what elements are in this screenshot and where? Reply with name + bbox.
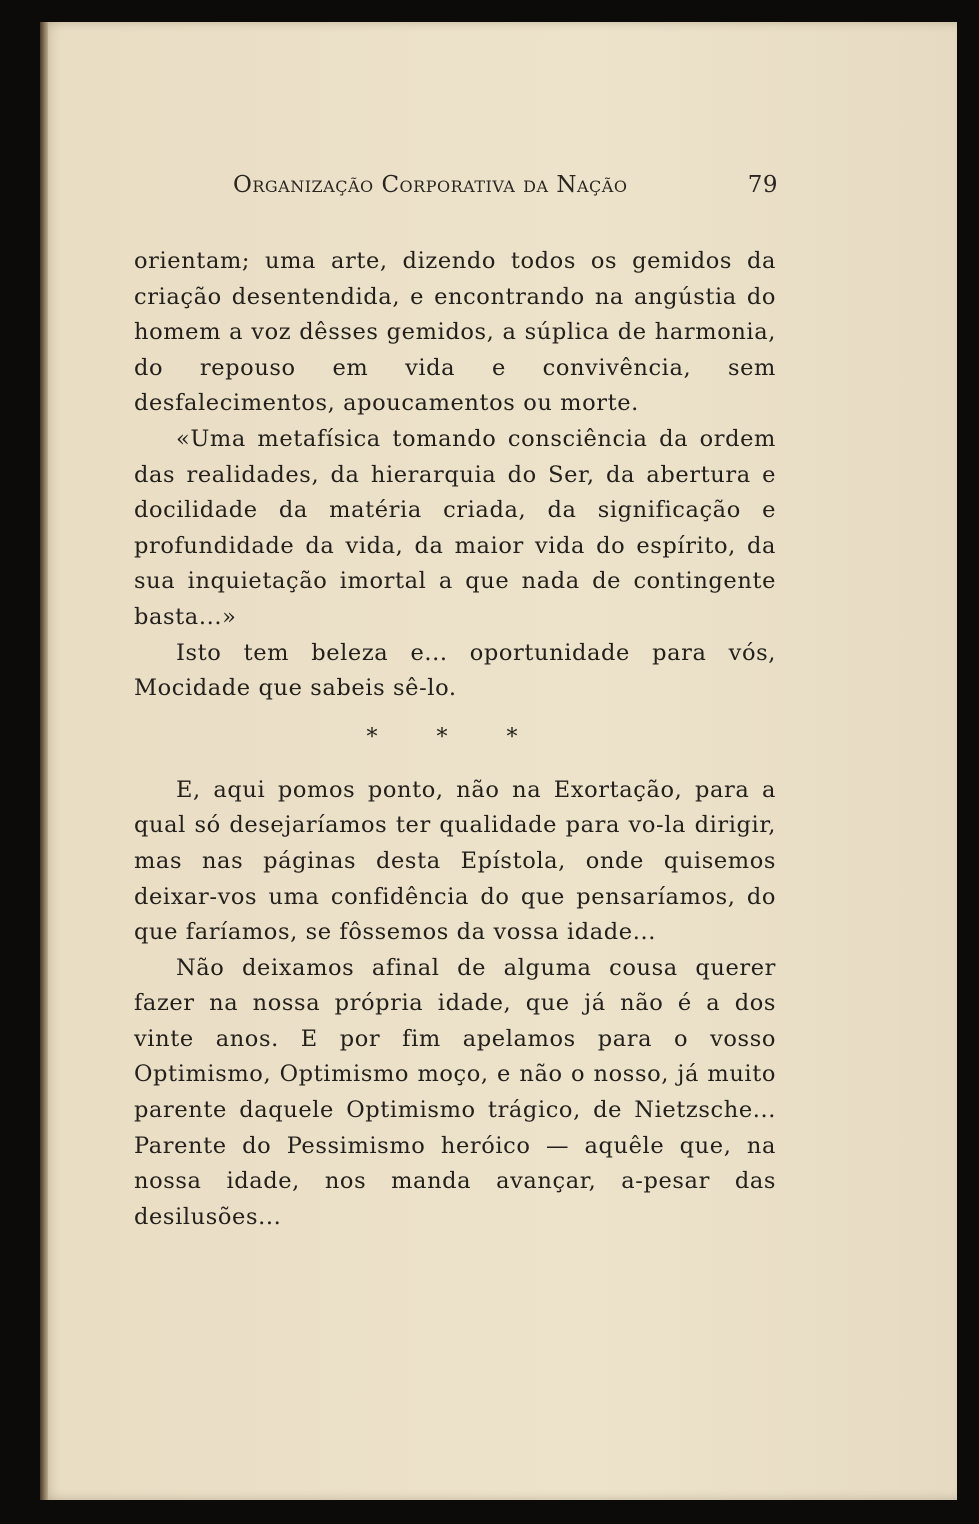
page-spine-shadow (40, 22, 48, 1500)
paragraph: Não deixamos afinal de alguma cousa querer fazer na nossa própria idade, que já não é a dos vinte anos. E por fim apelamos para o vosso Optimismo, Optimismo moço, e não o nosso, já muito parente daquele Optimismo trágico, de Nietzsche... Parente do Pessimismo heróico — aquêle que, na nossa idade, nos manda avançar, a-pesar das desilusões... (134, 954, 776, 1230)
paragraph: E, aqui pomos ponto, não na Exortação, para a qual só desejaríamos ter qualidade para vo-la dirigir, mas nas páginas desta Epístola, onde quisemos deixar-vos uma confidência do que pensaríamos, do que faríamos, se fôssemos da vossa idade... (134, 776, 776, 946)
paragraph: «Uma metafísica tomando consciência da ordem das realidades, da hierarquia do Ser, da abertura e docilidade da matéria criada, da significação e profundidade da vida, da maior vida do espírito, da sua inquietação imortal a que nada de contingente basta...» (134, 425, 776, 630)
section-separator: * * * (366, 724, 544, 750)
page-number: 79 (747, 172, 778, 198)
paragraph: Isto tem beleza e... oportunidade para vós, Mocidade que sabeis sê-lo. (134, 639, 776, 702)
book-page (40, 22, 957, 1500)
running-header (233, 172, 778, 198)
body-text (134, 244, 776, 1235)
paragraph: orientam; uma arte, dizendo todos os gemidos da criação desentendida, e encontrando na angústia do homem a voz dêsses gemidos, a súplica de harmonia, do repouso em vida e convivência, sem desfalecimentos, apoucamentos ou morte. (134, 248, 776, 417)
running-title: Organização Corporativa da Nação (233, 172, 628, 198)
